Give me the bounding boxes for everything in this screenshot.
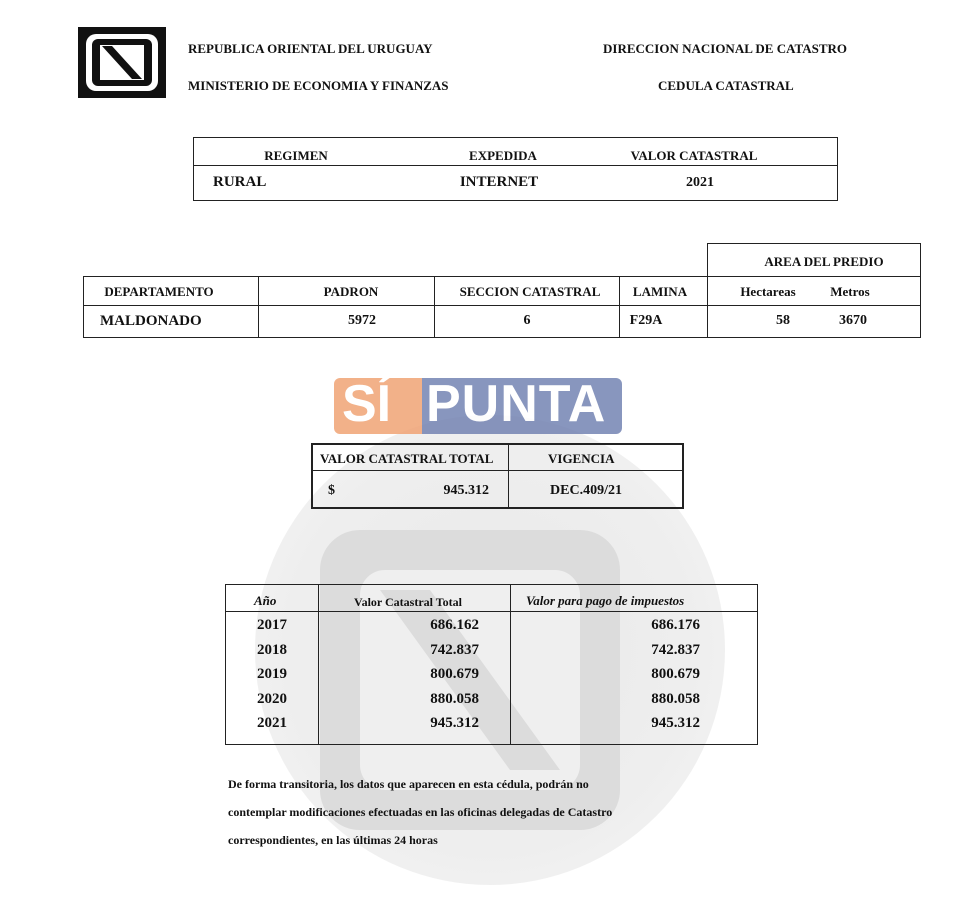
history-year-cell: 2021 xyxy=(257,715,287,731)
dept-line-1: DIRECCION NACIONAL DE CATASTRO xyxy=(603,41,848,56)
regimen-value: RURAL xyxy=(213,174,267,190)
history-valor-impuestos-cell: 800.679 xyxy=(651,666,700,682)
vigencia-value: DEC.409/21 xyxy=(550,483,622,498)
history-valor-catastral-cell: 945.312 xyxy=(430,715,479,731)
departamento-header: DEPARTAMENTO xyxy=(104,284,214,299)
note-line-1: De forma transitoria, los datos que aparecen en esta cédula, podrán no xyxy=(228,777,589,791)
sipunta-part2: PUNTA xyxy=(426,375,607,433)
valor-catastral-year: 2021 xyxy=(686,175,714,190)
history-valor-catastral-cell: 800.679 xyxy=(430,666,479,682)
history-valor-impuestos-cell: 880.058 xyxy=(651,690,700,707)
note-line-2: contemplar modificaciones efectuadas en las oficinas delegadas de Catastro xyxy=(228,805,613,819)
vigencia-header: VIGENCIA xyxy=(548,451,615,466)
history-valor-catastral-cell: 880.058 xyxy=(430,690,479,707)
valor-total-header: VALOR CATASTRAL TOTAL xyxy=(320,451,494,466)
lamina-header: LAMINA xyxy=(632,284,688,299)
history-year-cell: 2017 xyxy=(257,617,287,633)
history-valor-catastral-cell: 686.162 xyxy=(430,617,479,633)
history-year-cell: 2020 xyxy=(257,690,287,707)
expedida-value: INTERNET xyxy=(459,174,539,190)
area-title: AREA DEL PREDIO xyxy=(764,254,884,269)
document-title: CEDULA CATASTRAL xyxy=(658,78,794,93)
regimen-header: REGIMEN xyxy=(264,148,328,163)
valor-impuestos-header: Valor para pago de impuestos xyxy=(526,593,685,608)
history-valor-impuestos-cell: 945.312 xyxy=(651,715,700,731)
org-line-2: MINISTERIO DE ECONOMIA Y FINANZAS xyxy=(188,78,449,93)
currency-symbol: $ xyxy=(328,483,335,498)
lamina-value: F29A xyxy=(629,313,663,328)
history-valor-impuestos-cell: 742.837 xyxy=(651,641,700,658)
history-year-cell: 2018 xyxy=(257,641,287,658)
expedida-header: EXPEDIDA xyxy=(469,148,537,163)
valor-total-value: 945.312 xyxy=(443,483,489,498)
hectareas-value: 58 xyxy=(776,313,790,328)
metros-header: Metros xyxy=(830,284,870,299)
history-valor-catastral-cell: 742.837 xyxy=(430,641,479,658)
sipunta-watermark-logo xyxy=(334,375,622,434)
departamento-value: MALDONADO xyxy=(100,313,202,329)
catastro-logo-icon xyxy=(78,27,166,98)
history-year-cell: 2019 xyxy=(257,666,287,682)
history-valor-impuestos-cell: 686.176 xyxy=(651,617,700,633)
seccion-value: 6 xyxy=(523,313,531,328)
valor-catastral-header: VALOR CATASTRAL xyxy=(630,148,758,163)
metros-value: 3670 xyxy=(839,313,867,328)
org-line-1: REPUBLICA ORIENTAL DEL URUGUAY xyxy=(188,41,433,56)
padron-header: PADRON xyxy=(323,284,379,299)
padron-value: 5972 xyxy=(348,313,376,328)
sipunta-part1: SÍ xyxy=(342,375,392,433)
hectareas-header: Hectareas xyxy=(740,284,796,299)
seccion-header: SECCION CATASTRAL xyxy=(459,284,601,299)
note-line-3: correspondientes, en las últimas 24 horas xyxy=(228,833,438,847)
summary-table xyxy=(193,137,838,201)
ano-header: Año xyxy=(254,593,277,608)
valor-catastral-total-header: Valor Catastral Total xyxy=(354,595,463,609)
